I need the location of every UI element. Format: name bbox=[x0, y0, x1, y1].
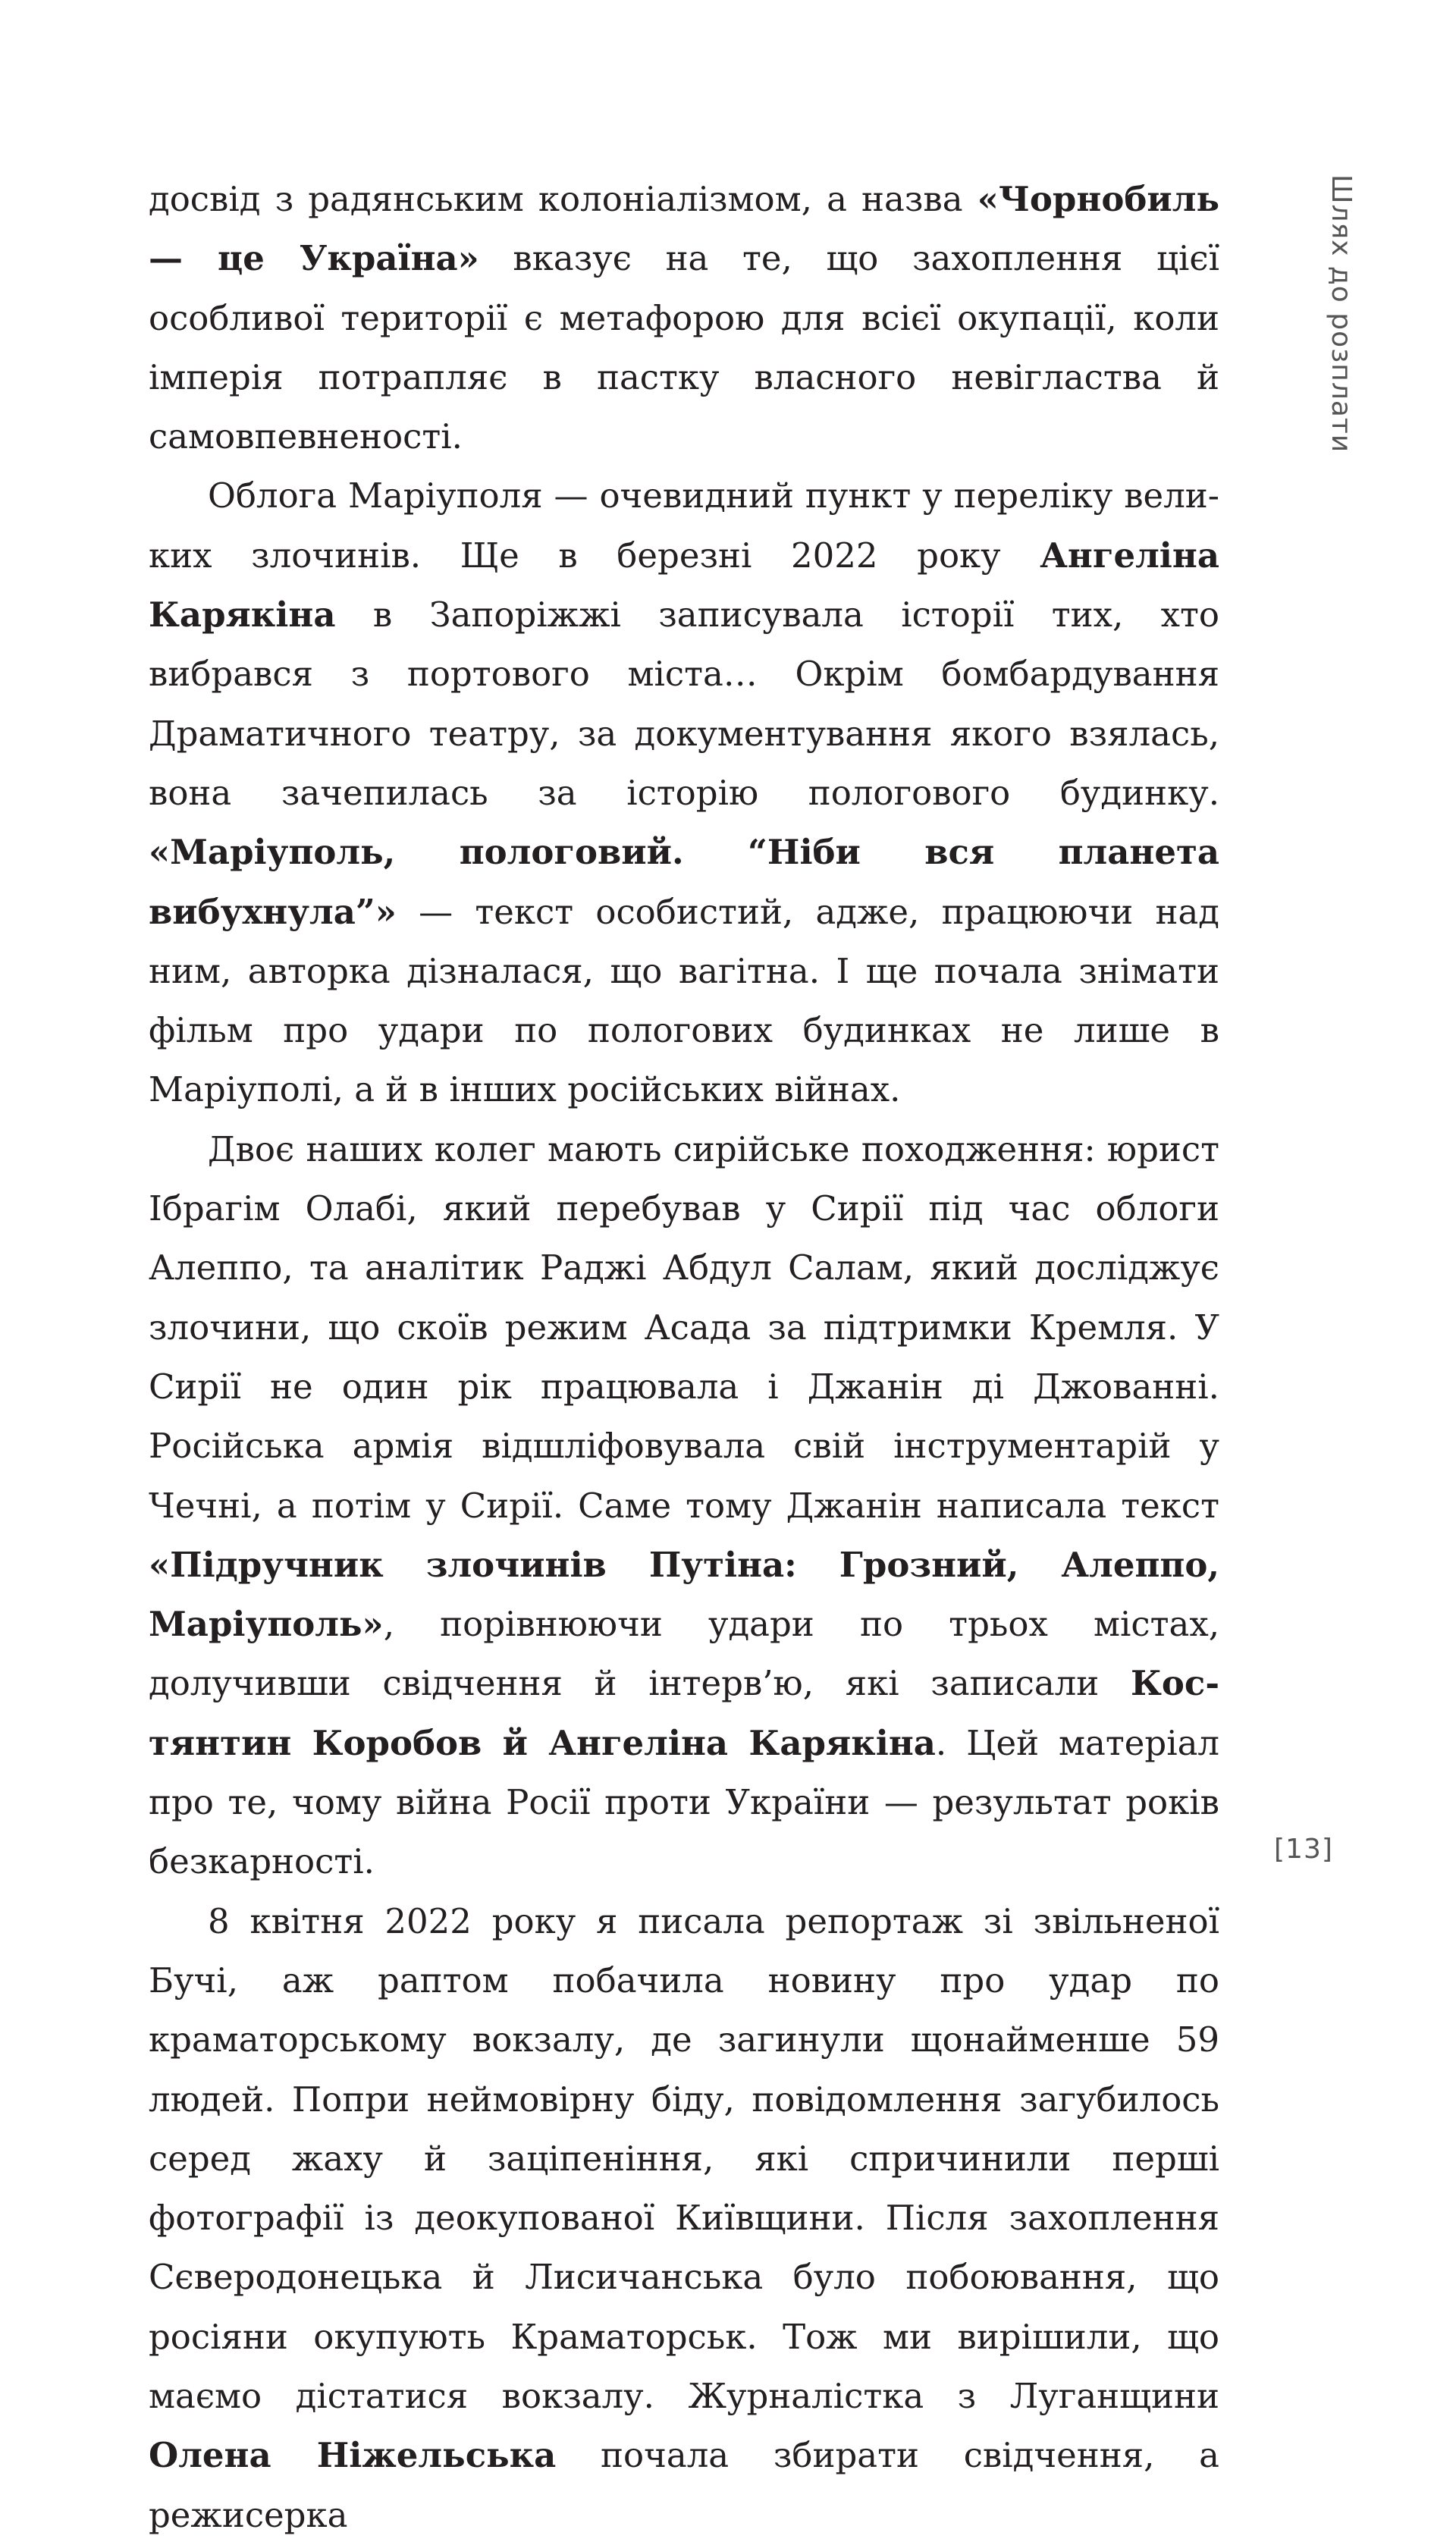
text-run: почала збирати свідчення, а режисерка bbox=[149, 2435, 1219, 2535]
bold-title-mariupol: «Маріуполь, пологовий. “Ніби вся планета вибухнула”» bbox=[149, 832, 1219, 932]
text-run: досвід з радянським колоніалізмом, а назва bbox=[149, 179, 977, 219]
bold-author-name: Олена Ніжельська bbox=[149, 2435, 557, 2476]
text-run: . Цей матеріал про те, чому війна Росії проти України — результат років безкарності. bbox=[149, 1722, 1220, 1882]
paragraph-2 bbox=[149, 466, 1219, 1119]
text-run: Облога Маріуполя — очевидний пункт у переліку великих злочинів. Ще в березні 2022 року bbox=[149, 475, 1219, 576]
text-run: 8 квітня 2022 року я писала репортаж зі звільненої Бучі, аж раптом побачила новину про удар по краматорському вокзалу, де загинули щонайменше 59 людей. Попри неймовірну біду, повідомлення загубилось серед жаху й заціпеніння, які спричинили перші фотографії із деокупованої Київщини. Після захоплення Сєверодонецька й Лисичанська було побоювання, що росіяни окупують Краматорськ. Тож ми вирішили, що маємо дістатися вокзалу. Журналістка з Луганщини bbox=[149, 1900, 1219, 2416]
page-body bbox=[149, 170, 1219, 2545]
text-run: , порівнюючи удари по трьох містах, долучивши свідчення й інтерв’ю, які записали bbox=[149, 1604, 1219, 1704]
text-run: Двоє наших колег мають сирійське походження: юрист Ібрагім Олабі, який перебував у Сирії під час облоги Алеппо, та аналітик Раджі Абдул Салам, який досліджує злочини, що скоїв режим Асада за підтримки Кремля. У Сирії не один рік працювала і Джанін ді Джованні. Російська армія відшліфовувала свій інструментарій у Чечні, а потім у Сирії. Саме тому Джанін написала текст bbox=[149, 1128, 1219, 1526]
bold-title-chornobyl: «Чорнобиль — це Україна» bbox=[149, 179, 1219, 279]
paragraph-1 bbox=[149, 170, 1219, 466]
bold-title-putin-crimes: «Підручник злочинів Путіна: Грозний, Алеппо, Маріуполь» bbox=[149, 1544, 1219, 1645]
page-number: [13] bbox=[1274, 1834, 1333, 1865]
bold-author-name: Ангеліна Карякіна bbox=[149, 535, 1219, 635]
text-run: вказує на те, що захоплення цієї особливої території є метафорою для всієї окупації, коли імперія потрапляє в пастку власного невігластва й самовпевненості. bbox=[149, 238, 1219, 457]
bold-author-names: Костянтин Коробов й Ангеліна Карякіна bbox=[149, 1663, 1219, 1763]
paragraph-4 bbox=[149, 1892, 1219, 2545]
text-run: в Запоріжжі записувала історії тих, хто вибрався з портового міста… Окрім бомбардування Драматичного театру, за документування якого взялась, вона зачепилась за історію пологового будинку. bbox=[149, 595, 1219, 813]
running-head: Шлях до розплати bbox=[1326, 174, 1357, 453]
paragraph-3 bbox=[149, 1120, 1219, 1892]
text-run: — текст особистий, адже, працюючи над ним, авторка дізналася, що вагітна. І ще почала знімати фільм про удари по пологових будинках не лише в Маріуполі, а й в інших російських війнах. bbox=[149, 891, 1219, 1110]
